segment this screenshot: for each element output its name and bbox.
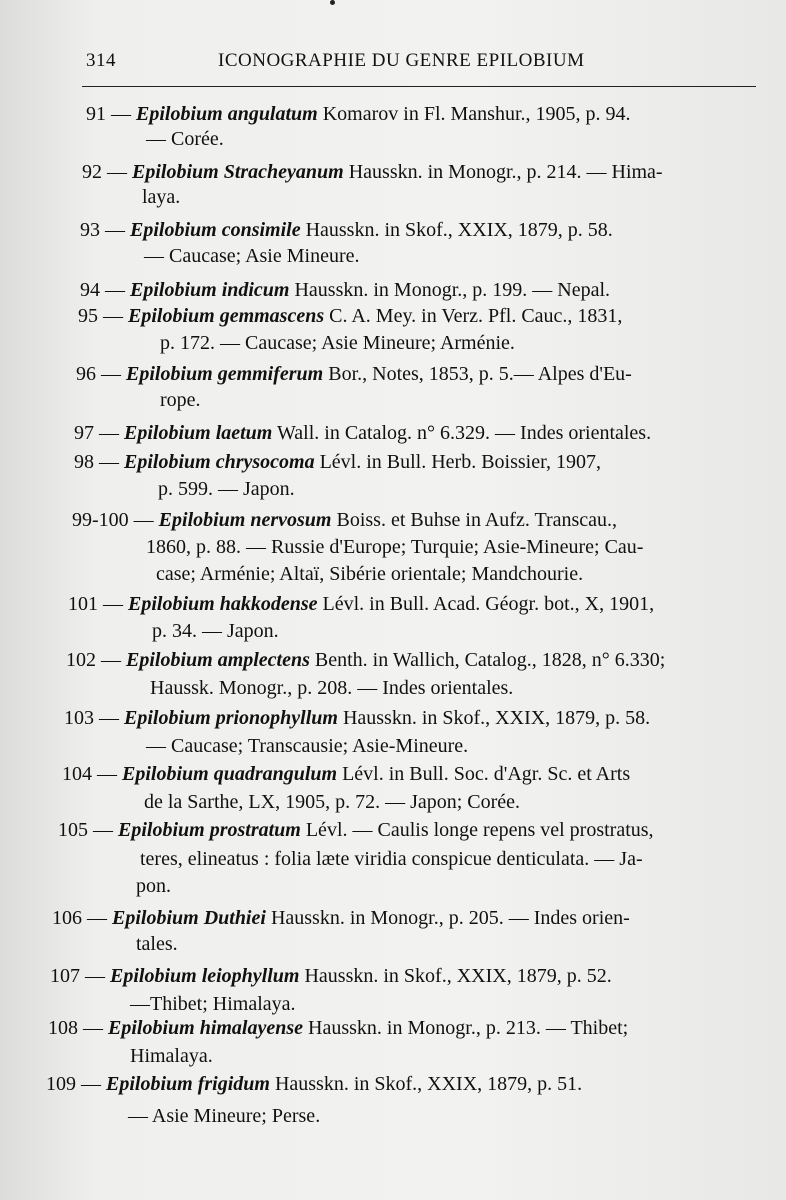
- species-name: Epilobium frigidum: [106, 1073, 270, 1095]
- species-name: Epilobium prionophyllum: [124, 707, 338, 729]
- entry-number: 103: [64, 707, 94, 729]
- entry-number: 101: [68, 593, 98, 615]
- entry-citation: Hausskn. in Skof., XXIX, 1879, p. 58.: [305, 219, 613, 241]
- entry-citation: Wall. in Catalog. n° 6.329. — Indes orientales.: [277, 422, 652, 444]
- entry-number: 95: [78, 305, 98, 327]
- list-item: 96 — Epilobium gemmiferum Bor., Notes, 1853, p. 5.— Alpes d'Eu-: [76, 363, 632, 385]
- entry-number: 108: [48, 1017, 78, 1039]
- species-name: Epilobium gemmiferum: [126, 363, 324, 385]
- species-name: Epilobium laetum: [124, 422, 273, 444]
- entry-citation: Hausskn. in Skof., XXIX, 1879, p. 52.: [304, 965, 612, 987]
- list-item: 106 — Epilobium Duthiei Hausskn. in Monogr., p. 205. — Indes orien-: [52, 907, 630, 929]
- list-item: 105 — Epilobium prostratum Lévl. — Caulis longe repens vel prostratus,: [58, 819, 654, 841]
- entry-number: 109: [46, 1073, 76, 1095]
- list-item: 94 — Epilobium indicum Hausskn. in Monogr., p. 199. — Nepal.: [80, 279, 611, 301]
- entry-continuation: case; Arménie; Altaï, Sibérie orientale; Mandchourie.: [156, 563, 584, 585]
- entry-number: 98: [74, 451, 94, 473]
- entry-number: 106: [52, 907, 82, 929]
- entry-number: 105: [58, 819, 88, 841]
- entry-number: 91: [86, 103, 106, 125]
- entry-number: 107: [50, 965, 80, 987]
- entry-number: 94: [80, 279, 100, 301]
- list-item: 93 — Epilobium consimile Hausskn. in Skof., XXIX, 1879, p. 58.: [80, 219, 613, 241]
- entry-continuation: p. 172. — Caucase; Asie Mineure; Arménie.: [160, 332, 515, 354]
- list-item: 98 — Epilobium chrysocoma Lévl. in Bull. Herb. Boissier, 1907,: [74, 451, 601, 473]
- page-number: 314: [86, 50, 116, 71]
- entry-citation: Lévl. in Bull. Soc. d'Agr. Sc. et Arts: [342, 763, 631, 785]
- entry-citation: Benth. in Wallich, Catalog., 1828, n° 6.330;: [314, 649, 666, 671]
- entry-citation: Boiss. et Buhse in Aufz. Transcau.,: [336, 509, 618, 531]
- entry-continuation: — Caucase; Transcausie; Asie-Mineure.: [146, 735, 469, 757]
- species-name: Epilobium nervosum: [158, 509, 332, 531]
- species-name: Epilobium amplectens: [126, 649, 310, 671]
- list-item: 107 — Epilobium leiophyllum Hausskn. in Skof., XXIX, 1879, p. 52.: [50, 965, 612, 987]
- entry-number: 96: [76, 363, 96, 385]
- species-name: Epilobium indicum: [130, 279, 290, 301]
- list-item: 109 — Epilobium frigidum Hausskn. in Skof., XXIX, 1879, p. 51.: [46, 1073, 583, 1095]
- entry-continuation: — Caucase; Asie Mineure.: [144, 245, 360, 267]
- species-name: Epilobium himalayense: [108, 1017, 304, 1039]
- list-item: 108 — Epilobium himalayense Hausskn. in Monogr., p. 213. — Thibet;: [48, 1017, 629, 1039]
- species-name: Epilobium consimile: [130, 219, 301, 241]
- species-name: Epilobium leiophyllum: [110, 965, 300, 987]
- entry-citation: Hausskn. in Skof., XXIX, 1879, p. 51.: [274, 1073, 583, 1095]
- entry-citation: Lévl. in Bull. Acad. Géogr. bot., X, 1901,: [322, 593, 655, 615]
- entry-continuation: p. 34. — Japon.: [152, 620, 279, 642]
- entry-citation: Lévl. in Bull. Herb. Boissier, 1907,: [319, 451, 601, 473]
- entry-number: 104: [62, 763, 92, 785]
- entry-number: 93: [80, 219, 100, 241]
- entry-number: 102: [66, 649, 96, 671]
- entry-citation: C. A. Mey. in Verz. Pfl. Cauc., 1831,: [329, 305, 623, 327]
- species-name: Epilobium Stracheyanum: [132, 161, 344, 183]
- entry-citation: Komarov in Fl. Manshur., 1905, p. 94.: [322, 103, 631, 125]
- entry-citation: Hausskn. in Monogr., p. 205. — Indes orien-: [270, 907, 630, 929]
- entry-continuation: 1860, p. 88. — Russie d'Europe; Turquie; Asie-Mineure; Cau-: [146, 536, 644, 558]
- entry-citation: Hausskn. in Monogr., p. 214. — Hima-: [348, 161, 663, 183]
- entry-continuation: de la Sarthe, LX, 1905, p. 72. — Japon; Corée.: [144, 791, 521, 813]
- list-item: 103 — Epilobium prionophyllum Hausskn. in Skof., XXIX, 1879, p. 58.: [64, 707, 651, 729]
- entry-number: 99-100: [72, 509, 129, 531]
- list-item: 104 — Epilobium quadrangulum Lévl. in Bull. Soc. d'Agr. Sc. et Arts: [62, 763, 631, 785]
- entry-continuation: tales.: [136, 933, 178, 955]
- entry-continuation: — Corée.: [146, 128, 224, 150]
- species-name: Epilobium hakkodense: [128, 593, 318, 615]
- species-name: Epilobium Duthiei: [112, 907, 266, 929]
- entry-continuation: rope.: [160, 389, 201, 411]
- entry-citation: Hausskn. in Monogr., p. 213. — Thibet;: [308, 1017, 629, 1039]
- entry-continuation: Himalaya.: [130, 1045, 213, 1067]
- entry-citation: Lévl. — Caulis longe repens vel prostratus,: [305, 819, 654, 841]
- species-name: Epilobium quadrangulum: [122, 763, 338, 785]
- entry-continuation: teres, elineatus : folia læte viridia conspicue denticulata. — Ja-: [140, 848, 643, 870]
- entry-number: 92: [82, 161, 102, 183]
- entry-citation: Hausskn. in Monogr., p. 199. — Nepal.: [294, 279, 611, 301]
- list-item: 92 — Epilobium Stracheyanum Hausskn. in Monogr., p. 214. — Hima-: [82, 161, 663, 183]
- list-item: 97 — Epilobium laetum Wall. in Catalog. n° 6.329. — Indes orientales.: [74, 422, 652, 444]
- entry-continuation: —Thibet; Himalaya.: [130, 993, 296, 1015]
- entry-continuation: — Asie Mineure; Perse.: [128, 1105, 321, 1127]
- entry-continuation: Haussk. Monogr., p. 208. — Indes orientales.: [150, 677, 514, 699]
- species-name: Epilobium chrysocoma: [124, 451, 315, 473]
- species-name: Epilobium prostratum: [118, 819, 301, 841]
- species-name: Epilobium angulatum: [136, 103, 318, 125]
- entry-citation: Hausskn. in Skof., XXIX, 1879, p. 58.: [342, 707, 651, 729]
- list-item: 102 — Epilobium amplectens Benth. in Wallich, Catalog., 1828, n° 6.330;: [66, 649, 666, 671]
- entry-continuation: pon.: [136, 875, 171, 897]
- entry-number: 97: [74, 422, 94, 444]
- list-item: 99-100 — Epilobium nervosum Boiss. et Buhse in Aufz. Transcau.,: [72, 509, 618, 531]
- running-title: ICONOGRAPHIE DU GENRE EPILOBIUM: [218, 50, 585, 71]
- list-item: 91 — Epilobium angulatum Komarov in Fl. Manshur., 1905, p. 94.: [86, 103, 631, 125]
- list-item: 101 — Epilobium hakkodense Lévl. in Bull. Acad. Géogr. bot., X, 1901,: [68, 593, 655, 615]
- entry-continuation: laya.: [142, 186, 181, 208]
- species-name: Epilobium gemmascens: [128, 305, 325, 327]
- entry-citation: Bor., Notes, 1853, p. 5.— Alpes d'Eu-: [328, 363, 632, 385]
- list-item: 95 — Epilobium gemmascens C. A. Mey. in Verz. Pfl. Cauc., 1831,: [78, 305, 623, 327]
- entry-continuation: p. 599. — Japon.: [158, 478, 295, 500]
